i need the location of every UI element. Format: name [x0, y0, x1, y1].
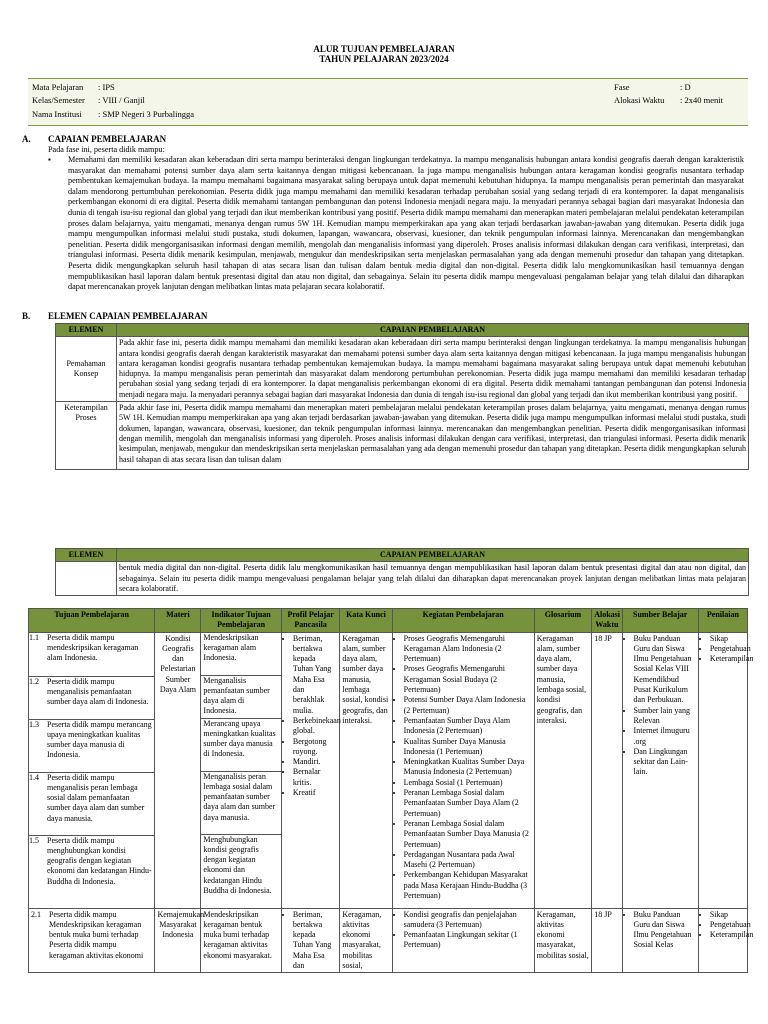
mapel-label: Mata Pelajaran — [32, 82, 84, 92]
sumber-cell — [622, 632, 698, 908]
elemen-header: ELEMEN — [56, 324, 117, 337]
list-item: Merancang upaya meningkatkan kualitas sumber daya manusia di Indonesia. — [201, 719, 280, 772]
list-item — [29, 773, 154, 836]
kata-kunci-cell: Keragaman alam, sumber daya alam, sumber daya manusia, lembaga sosial, kondisi geografis, dan interaksi. — [340, 632, 392, 908]
tp-text: Peserta didik mampu merancang upaya meningkatkan kualitas sumber daya manusia di Indonesia. — [47, 719, 152, 760]
capaian-cell: bentuk media digital dan non-digital. Peserta didik lalu mengkomunikasikan hasil temuannya dengan mempublikasikan hasil laporan dalam bentuk presentasi digital dan atau non digital, dan sebagainya. Selain itu peserta didik mampu mengevaluasi pengalaman belajar yang telah dilalui dan diharapkan dapat merencanakan proyek lanjutan dengan melibatkan lintas mata pelajaran secara kolaboratif. — [117, 562, 749, 596]
profil-cell — [281, 908, 340, 973]
header-glosarium: Glosarium — [534, 609, 591, 633]
list-item: Mendeskripsikan keragaman alam Indonesia. — [201, 633, 280, 676]
list-item: • Sumber lain yang Relevan — [634, 706, 696, 727]
institusi-value: : SMP Negeri 3 Purbalingga — [98, 109, 195, 119]
atp-table — [28, 608, 754, 973]
list-item: • Potensi Sumber Daya Alam Indonesia (2 Pertemuan) — [404, 695, 532, 716]
list-item: • Mandiri. — [293, 757, 338, 767]
tujuan-cell — [29, 908, 155, 973]
section-a-intro: Pada fase ini, peserta didik mampu: — [48, 145, 165, 154]
fase-value: : D — [680, 82, 691, 92]
elemen-table — [55, 323, 749, 470]
elemen-table-continued — [55, 548, 749, 596]
glosarium-cell: Keragaman, aktivitas ekonomi masyarakat, mobilitas sosial, — [534, 908, 591, 973]
table-row — [29, 908, 748, 973]
capaian-cell: Pada akhir fase ini, peserta didik mampu memahami dan memiliki kesadaran akan keberadaan diri serta mampu berinteraksi dengan lingkungan terdekatnya. Ia mampu menganalisis hubungan antara kondisi geografis daerah dengan karakteristik masyarakat dan memahami potensi sumber daya alam serta kaitannya dengan mitigasi kebencanaan. Ia juga mampu menganalisis hubungan antara keragaman kondisi geografis nusantara terhadap pembentukan kemajemukan budaya. Ia mampu memahami bagaimana masyarakat saling berupaya untuk dapat memenuhi kebutuhan hidupnya. Ia mampu menganalisis peran pemerintah dan masyarakat dalam mendorong pertumbuhan perekonomian. Peserta didik juga mampu memahami dan memiliki kesadaran terhadap perubahan sosial yang sedang terjadi di era kontemporer. Ia dapat menganalisis perkembangan ekonomi di era digital. Peserta didik memahami tantangan pembangunan dan potensi Indonesia menjadi negara maju. Ia menyadari perannya sebagai bagian dari masyarakat Indonesia dan dunia di tengah isu-isu regional dan global yang terjadi dan ikut memberikan kontribusi yang positif. — [117, 337, 749, 402]
header-indikator: Indikator Tujuan Pembelajaran — [201, 609, 281, 633]
tp-number: 1.1 — [29, 632, 39, 642]
institusi-label: Nama Institusi — [32, 109, 82, 119]
list-item: • Bergotong royong. — [293, 737, 338, 758]
list-item: • Lembaga Sosial (1 Pertemuan) — [404, 778, 532, 788]
list-item: • Sikap — [710, 910, 745, 920]
document-subtitle: TAHUN PELAJARAN 2023/2024 — [319, 54, 449, 64]
kelas-label: Kelas/Semester — [32, 95, 85, 105]
header-sumber: Sumber Belajar — [622, 609, 698, 633]
list-item: • Proses Geografis Memengaruhi Keragaman Alam Indonesia (2 Pertemuan) — [404, 634, 532, 665]
identity-bar — [28, 78, 748, 126]
tujuan-cell — [29, 632, 155, 908]
header-profil: Profil Pelajar Pancasila — [281, 609, 340, 633]
list-item: • Berkebinekaan global. — [293, 716, 338, 737]
materi-cell: Kemajemukan Masyarakat Indonesia — [155, 908, 201, 973]
tp-number: 1.4 — [29, 772, 39, 782]
mapel-value: : IPS — [98, 82, 115, 92]
list-item: • Kualitas Sumber Daya Manusia Indonesia (1 Pertemuan) — [404, 737, 532, 758]
list-item: • Dan Lingkungan sekitar dan Lain-lain. — [634, 747, 696, 778]
list-item: • Perdagangan Nusantara pada Awal Masehi (2 Pertemuan) — [404, 850, 532, 871]
list-item: • Pengetahuan — [710, 644, 745, 654]
alokasi-cell: 18 JP — [592, 632, 622, 908]
list-item: Menganalisis pemanfaatan sumber daya alam di Indonesia. — [201, 676, 280, 719]
list-item: • Proses Geografis Memengaruhi Keragaman Sosial Budaya (2 Pertemuan) — [404, 664, 532, 695]
header-materi: Materi — [155, 609, 201, 633]
list-item: • Buku Panduan Guru dan Siswa Ilmu Pengetahuan Sosial Kelas — [634, 910, 696, 951]
list-item — [29, 633, 154, 677]
list-item: • Meningkatkan Kualitas Sumber Daya Manusia Indonesia (2 Pertemuan) — [404, 757, 532, 778]
tp-text: Peserta didik mampu menganalisis pemanfaatan sumber daya alam di Indonesia. — [47, 676, 149, 707]
list-item — [29, 720, 154, 773]
list-item — [31, 910, 152, 961]
list-item: • Keterampilan — [710, 930, 745, 940]
section-a-body: Memahami dan memiliki kesadaran akan keberadaan diri serta mampu berinteraksi dengan lingkungan terdekatnya. Ia mampu menganalisis hubungan antara kondisi geografis daerah dengan karakteristik masyarakat dan memahami potensi sumber daya alam serta kaitannya dengan mitigasi kebencanaan. Ia juga mampu menganalisis hubungan antara keragaman kondisi geografis nusantara terhadap pembentukan kemajemukan budaya. Ia mampu memahami bagaimana masyarakat saling berupaya untuk dapat memenuhi kebutuhan hidupnya. Ia mampu menganalisis peran pemerintah dan masyarakat dalam mendorong pertumbuhan perekonomian. Peserta didik juga mampu memahami dan memiliki kesadaran terhadap perubahan sosial yang sedang terjadi di era kontemporer. Ia dapat menganalisis perkembangan ekonomi di era digital. Peserta didik memahami tantangan pembangunan dan potensi Indonesia menjadi negara maju. Ia menyadari perannya sebagai bagian dari masyarakat Indonesia dan dunia di tengah isu-isu regional dan global yang terjadi dan ikut memberikan kontribusi yang positif. Peserta didik mampu memahami dan menerapkan materi pembelajaran melalui pendekatan keterampilan proses dalam belajarnya, yaitu mengamati, menanya dengan rumus 5W 1H. Kemudian mampu memperkirakan apa yang akan terjadi berdasarkan jawaban-jawaban yang ditemukan. Peserta didik juga mampu mengumpulkan informasi melalui studi pustaka, studi dokumen, lapangan, wawancara, observasi, kuesioner, dan teknik pengumpulan informasi lainnya. Merencanakan dan mengembangkan penelitian. Peserta didik mengorganisasikan informasi dengan memilih, mengolah dan menganalisis informasi yang diperoleh. Proses analisis informasi dilakukan dengan cara verifikasi, interpretasi, dan triangulasi informasi. Peserta didik menarik kesimpulan, menjawab, mengukur dan mendeskripsikan serta menjelaskan permasalahan yang ada dengan memenuhi prosedur dan tahapan yang ditetapkan. Peserta didik mengungkapkan seluruh hasil tahapan di atas secara lisan dan tulisan dalam bentuk media digital dan non-digital. Peserta didik lalu mengkomunikasikan hasil temuannya dengan mempublikasikan hasil laporan dalam bentuk presentasi digital dan atau non digital, dan sebagainya. Selain itu peserta didik mampu mengevaluasi pengalaman belajar yang telah dilalui dan diharapkan dapat merencanakan proyek lanjutan dengan melibatkan lintas mata pelajaran secara kolaboratif. — [68, 155, 744, 292]
list-item: • Kreatif — [293, 788, 338, 798]
header-kata-kunci: Kata Kunci — [340, 609, 392, 633]
capaian-header: CAPAIAN PEMBELAJARAN — [117, 549, 749, 562]
list-item: • Internet ilmuguru .org — [634, 726, 696, 747]
kelas-value: : VIII / Ganjil — [98, 95, 145, 105]
table-row — [56, 337, 749, 402]
elemen-cell-empty — [56, 562, 117, 596]
list-item: • Beriman, bertakwa kepada Tuhan Yang Maha Esa dan — [293, 910, 338, 972]
alokasi-cell: 18 JP — [592, 908, 622, 973]
header-alokasi: Alokasi Waktu — [592, 609, 622, 633]
list-item: • Pemanfaatan Sumber Daya Alam Indonesia (2 Pertemuan) — [404, 716, 532, 737]
tp-text: Peserta didik mampu Mendeskripsikan keragaman bentuk muka bumi terhadap Peserta didik mampu keragaman aktivitas ekonomi — [49, 909, 144, 960]
list-item: • Perkembangan Kehidupan Masyarakat pada Masa Kerajaan Hindu-Buddha (3 Pertemuan) — [404, 870, 532, 901]
document-title: ALUR TUJUAN PEMBELAJARAN — [313, 44, 455, 54]
section-a-title: CAPAIAN PEMBELAJARAN — [48, 134, 167, 144]
list-item: • Peranan Lembaga Sosial dalam Pemanfaatan Sumber Daya Alam (2 Pertemuan) — [404, 788, 532, 819]
fase-label: Fase — [614, 82, 630, 92]
elemen-header: ELEMEN — [56, 549, 117, 562]
capaian-cell: Pada akhir fase ini, Peserta didik mampu memahami dan menerapkan materi pembelajaran melalui pendekatan keterampilan proses dalam belajarnya, yaitu mengamati, menanya dengan rumus 5W 1H. Kemudian mampu memperkirakan apa yang akan terjadi berdasarkan jawaban-jawaban yang ditemukan. Peserta didik juga mampu mengumpulkan informasi melalui studi pustaka, studi dokumen, lapangan, wawancara, observasi, kuesioner, dan teknik pengumpulan informasi lainnya. merencanakan dan mengembangkan penelitian. Peserta didik mengorganisasikan informasi dengan memilih, mengolah dan menganalisis informasi yang diperoleh. Proses analisis informasi dilakukan dengan cara verifikasi, interpretasi, dan triangulasi informasi. Peserta didik menarik kesimpulan, menjawab, mengukur dan mendeskripsikan serta menjelaskan permasalahan yang ada dengan memenuhi prosedur dan tahapan yang ditetapkan. Peserta didik mengungkapkan seluruh hasil tahapan di atas secara lisan dan tulisan dalam — [117, 402, 749, 470]
tp-number: 1.2 — [29, 676, 39, 686]
list-item: Menghubungkan kondisi geografis dengan kegiatan ekonomi dan kedatangan Hindu Buddha di Indonesia. — [203, 834, 272, 896]
header-penilaian: Penilaian — [698, 609, 747, 633]
profil-cell — [281, 632, 340, 908]
list-item: • Pengetahuan — [710, 920, 745, 930]
section-b-letter: B. — [22, 311, 31, 321]
elemen-cell: Keterampilan Proses — [56, 402, 117, 470]
list-item: • Peranan Lembaga Sosial dalam Pemanfaatan Sumber Daya Manusia (2 Pertemuan) — [404, 819, 532, 850]
table-row — [56, 402, 749, 470]
section-b-title: ELEMEN CAPAIAN PEMBELAJARAN — [48, 311, 208, 321]
tp-text: Peserta didik mampu mendeskripsikan keragaman alam Indonesia. — [47, 632, 139, 663]
tp-number: 1.3 — [29, 719, 39, 729]
kata-kunci-cell: Keragaman, aktivitas ekonomi masyarakat, mobilitas sosial, — [340, 908, 392, 973]
tp-number: 1.5 — [29, 835, 39, 845]
capaian-header: CAPAIAN PEMBELAJARAN — [117, 324, 749, 337]
list-item: • Bernalar kritis. — [293, 767, 338, 788]
list-item: • Pemanfaatan Lingkungan sekitar (1 Pertemuan) — [404, 930, 532, 951]
list-item — [29, 677, 154, 720]
elemen-cell: Pemahaman Konsep — [56, 337, 117, 402]
list-item: • Sikap — [710, 634, 745, 644]
tp-text: Peserta didik mampu menghubungkan kondisi geografis dengan kegiatan ekonomi dan kedatangan Hindu-Buddha di Indonesia. — [47, 835, 152, 886]
list-item: • Buku Panduan Guru dan Siswa Ilmu Pengetahuan Sosial Kelas VIII Kemendikbud Pusat Kurikulum dan Perbukuan. — [634, 634, 696, 706]
alokasi-label: Alokasi Waktu — [614, 95, 665, 105]
section-a-letter: A. — [22, 134, 31, 144]
list-item: Menganalisis peran lembaga sosial dalam pemanfaatan sumber daya alam dan sumber daya manusia. — [201, 772, 280, 835]
glosarium-cell: Keragaman alam, sumber daya alam, sumber daya manusia, lembaga sosial, kondisi geografis, dan interaksi. — [534, 632, 591, 908]
alokasi-value: : 2x40 menit — [680, 95, 723, 105]
list-item: • Beriman, bertakwa kepada Tuhan Yang Maha Esa dan berakhlak mulia. — [293, 634, 338, 716]
kegiatan-cell — [392, 908, 534, 973]
indikator-cell — [201, 632, 281, 908]
table-row — [56, 562, 749, 596]
header-kegiatan: Kegiatan Pembelajaran — [392, 609, 534, 633]
bullet-icon: ▪ — [48, 155, 51, 164]
penilaian-cell — [698, 908, 754, 973]
header-tujuan: Tujuan Pembelajaran — [29, 609, 155, 633]
kegiatan-cell — [392, 632, 534, 908]
indikator-cell: Mendeskripsikan keragaman bentuk muka bumi terhadap keragaman aktivitas ekonomi masyarakat. — [201, 908, 281, 973]
table-row — [29, 632, 748, 908]
list-item: • Kondisi geografis dan penjelajahan samudera (3 Pertemuan) — [404, 910, 532, 931]
penilaian-cell — [698, 632, 754, 908]
sumber-cell — [622, 908, 698, 973]
list-item: • Keterampilan — [710, 654, 745, 664]
materi-cell: Kondisi Geografis dan Pelestarian Sumber Daya Alam — [155, 632, 201, 908]
tp-text: Peserta didik mampu menganalisis peran lembaga sosial dalam pemanfaatan sumber daya alam dan sumber daya manusia. — [47, 772, 145, 823]
list-item — [29, 836, 154, 887]
tp-number: 2.1 — [31, 909, 41, 919]
